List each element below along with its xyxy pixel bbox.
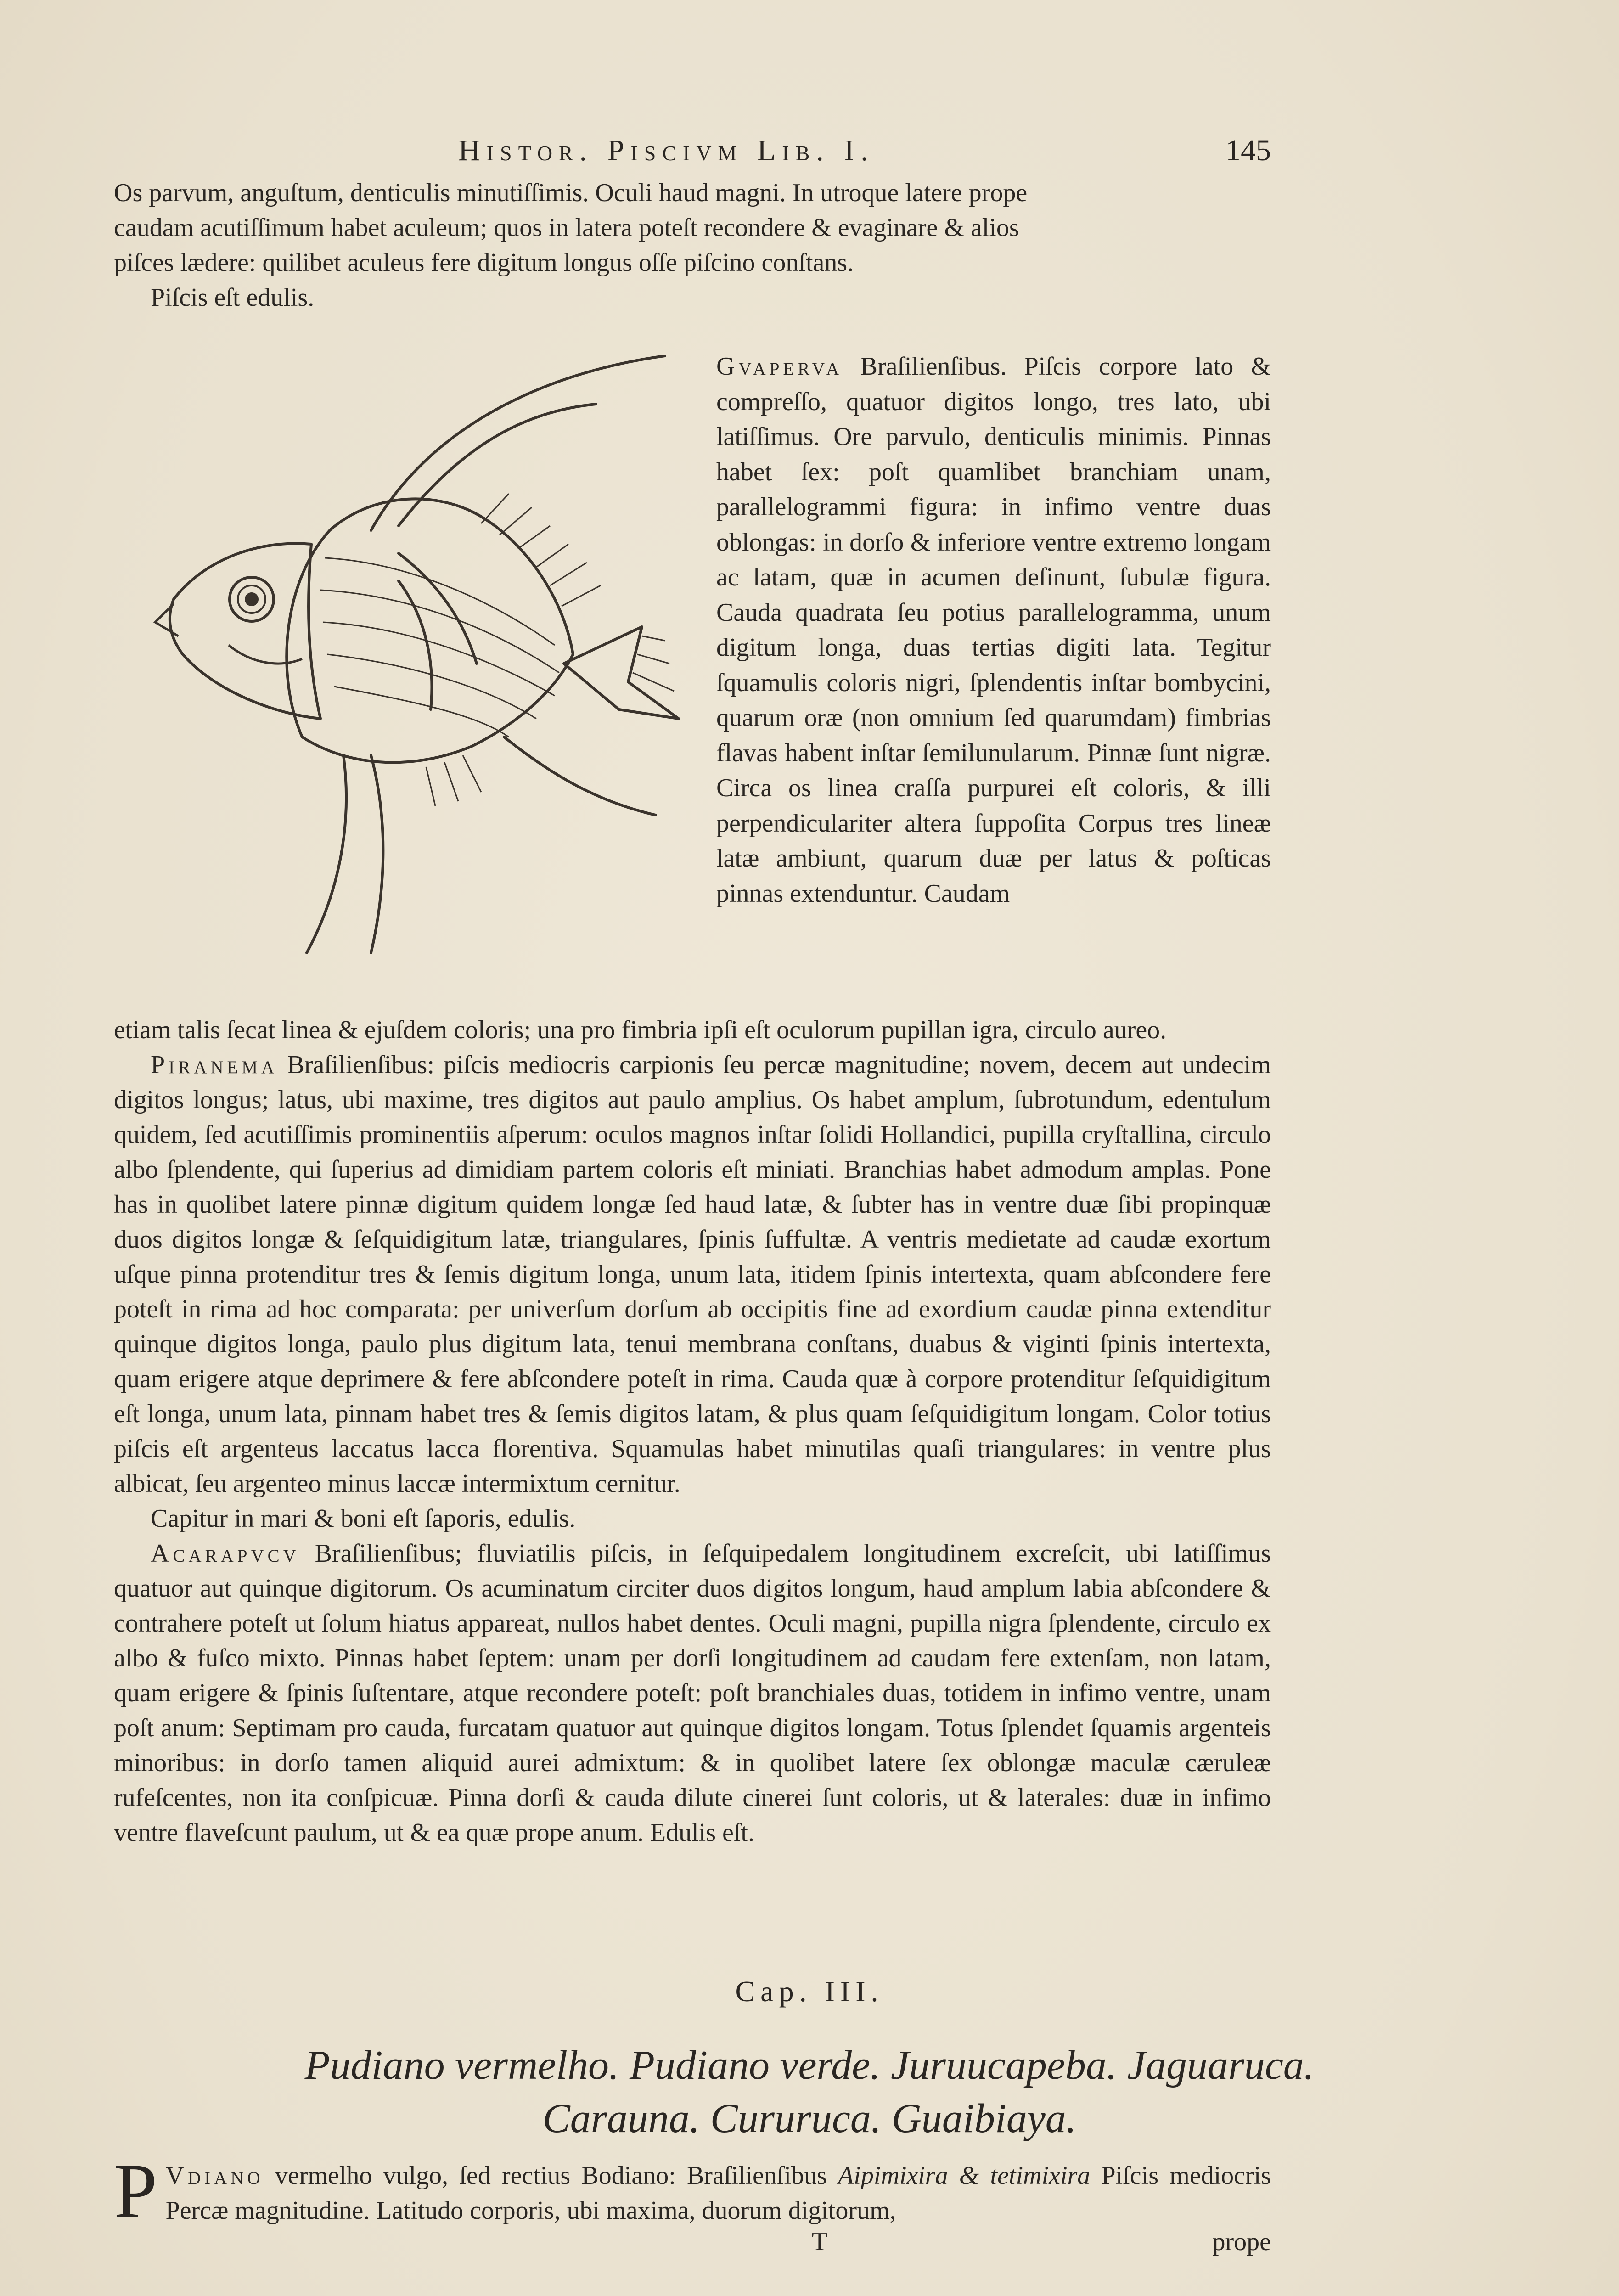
- guaperva-paragraph: [716, 349, 1271, 911]
- acarapucu-text: Braſilienſibus; fluviatilis piſcis, in ſeſquipedalem longitudinem excreſcit, ubi latiſſimus quatuor aut quinque digitorum. Os acuminatum circiter duos digitos longum, haud amplum labia abſcondere & contrahere poteſt ut ſolum hiatus appareat, nullos habet dentes. Oculi magni, pupilla nigra ſplendente, circulo ex albo & fuſco mixto. Pinnas habet ſeptem: unam per dorſi longitudinem ad caudam fere extenſam, non latam, quam erigere & ſpinis ſuſtentare, atque recondere poteſt: poſt branchiales duas, totidem in infimo ventre, unam poſt anum: Septimam pro cauda, furcatam quatuor aut quinque digitos longam. Totus ſplendet ſquamis argenteis minoribus: in dorſo tamen aliquid aurei admixtum: & in quolibet latere ſex oblongæ maculæ cæruleæ rufeſcentes, non ita conſpicuæ. Pinna dorſi & cauda dilute cinerei ſunt coloris, ut & laterales: duæ in infimo ventre flaveſcunt paulum, ut & ea quæ prope anum. Edulis eſt.: [114, 1539, 1271, 1847]
- chapter-title-line: Carauna. Cururuca. Guaibiaya.: [542, 2096, 1077, 2141]
- pudiano-paragraph: [114, 2148, 1271, 2234]
- pudiano-text: Piſcis mediocris Percæ magnitudine. Latitudo corporis, ubi maxima, duorum digitorum,: [165, 2161, 1271, 2225]
- pudiano-lead: Vdiano: [165, 2161, 264, 2190]
- pudiano-italic-names: Aipimixira & tetimixira: [838, 2161, 1091, 2190]
- drop-capital: P: [114, 2148, 157, 2234]
- guaperva-column: [716, 349, 1271, 911]
- piranema-text: Braſilienſibus: piſcis mediocris carpionis ſeu percæ magnitudine; novem, decem aut undecim digitos longus; latus, ubi maxime, tres digitos aut paulo amplius. Os habet amplum, ſubrotundum, edentulum quidem, ſed acutiſſimis prominentiis aſperum: oculos magnos inſtar ſolidi Hollandici, pupilla cryſtallina, circulo albo ſplendente, qui ſuperius ad dimidiam partem coloris eſt miniati. Branchias habet admodum amplas. Pone has in quolibet latere pinnæ digitum quidem longæ ſed haud latæ, & ſubter has in ventre duæ ſibi propinquæ duos digitos longæ & ſeſquidigitum latæ, triangulares, ſpinis ſuffultæ. A ventris medietate ad caudæ exortum uſque pinna protenditur tres & ſemis digitum longa, unum lata, itidem ſpinis intertexta, quam abſcondere fere poteſt in rima ad hoc comparata: per univerſum dorſum ab occipitis fine ad exordium caudæ pinna extenditur quinque digitos longa, paulo plus digitum lata, tenui membrana conſtans, duabus & viginti ſpinis intertexta, quam erigere atque deprimere & fere abſcondere poteſt in rima. Cauda quæ à corpore protenditur ſeſquidigitum eſt longa, unum lata, pinnam habet tres & ſemis digitos latam, & plus quam ſeſquidigitum longam. Color totius piſcis eſt argenteus laccatus lacca florentiva. Squamulas habet minutilas quaſi triangulares: in ventre plus albicat, ſeu argenteo minus laccæ intermixtum cernitur.: [114, 1051, 1271, 1498]
- piranema-paragraph: [114, 1047, 1271, 1501]
- running-title: Histor. Piscivm Lib. I.: [458, 134, 875, 167]
- running-header: [114, 133, 1271, 174]
- guaperva-text: Braſilienſibus. Piſcis corpore lato & compreſſo, quatuor digitos longo, tres lato, ubi latiſſimus. Ore parvulo, denticulis minimis. Pinnas habet ſex: poſt quamlibet branchiam unam, parallelogrammi figura: in infimo ventre duas oblongas: in dorſo & inferiore ventre extremo longam ac latam, quæ in acumen deſinunt, ſubulæ figura. Cauda quadrata ſeu potius parallelogramma, unum digitum longa, duas tertias digiti lata. Tegitur ſquamulis coloris nigri, ſplendentis inſtar bombycini, quarum oræ (non omnium ſed quarumdam) fimbrias flavas habent inſtar ſemilunularum. Pinnæ ſunt nigræ. Circa os linea craſſa purpurei eſt coloris, & illi perpendiculariter altera ſuppoſita Corpus tres lineæ latæ ambiunt, quarum duæ per latus & poſticas pinnas extenduntur. Caudam: [716, 352, 1271, 908]
- intro-line: caudam acutiſſimum habet aculeum; quos in latera poteſt recondere & evaginare & alios: [114, 214, 1019, 242]
- fish-illustration: [114, 342, 711, 1013]
- page-number: 145: [1225, 134, 1271, 167]
- acarapucu-paragraph: [114, 1536, 1271, 1850]
- main-text-block: [114, 1013, 1271, 1850]
- chapter-heading: Cap. III.: [735, 1975, 884, 2008]
- page-footer: [114, 2227, 1271, 2264]
- capitur-line: Capitur in mari & boni eſt ſaporis, edulis.: [151, 1504, 576, 1533]
- chapter-title-line: Pudiano vermelho. Pudiano verde. Juruucapeba. Jaguaruca.: [304, 2043, 1315, 2088]
- chapter-title: [138, 2039, 1481, 2145]
- pudiano-text: vermelho vulgo, ſed rectius Bodiano: Braſilienſibus: [275, 2161, 827, 2190]
- acarapucu-lead: Acarapvcv: [151, 1539, 300, 1568]
- intro-line: Os parvum, anguſtum, denticulis minutiſſimis. Oculi haud magni. In utroque latere prope: [114, 179, 1028, 207]
- piranema-lead: Piranema: [151, 1051, 278, 1079]
- signature-mark: T: [812, 2228, 828, 2256]
- catchword: prope: [1212, 2228, 1271, 2256]
- guaperva-continuation: etiam talis ſecat linea & ejuſdem coloris; una pro fimbria ipſi eſt oculorum pupillan igra, circulo aureo.: [114, 1016, 1167, 1044]
- intro-block: [114, 175, 1271, 315]
- edulis-line: Piſcis eſt edulis.: [151, 283, 315, 312]
- intro-line: piſces lædere: quilibet aculeus fere digitum longus oſſe piſcino conſtans.: [114, 248, 854, 277]
- pudiano-block: [114, 2148, 1271, 2234]
- guaperva-lead: Gvaperva: [716, 352, 843, 381]
